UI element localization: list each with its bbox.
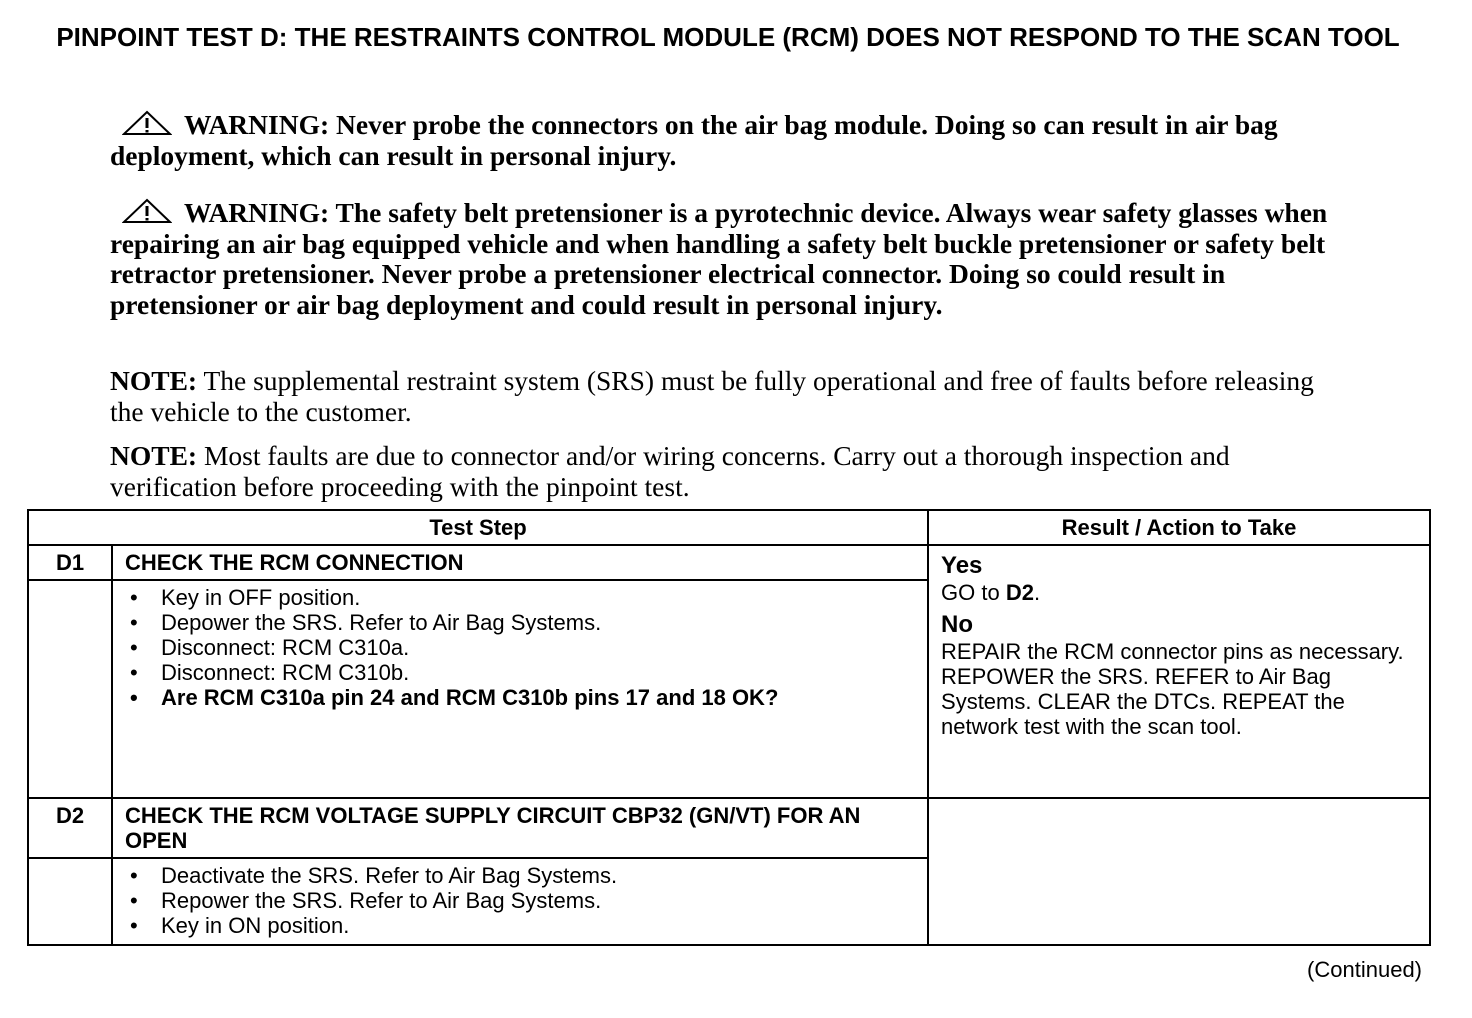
list-item: • Depower the SRS. Refer to Air Bag Systems.	[125, 610, 917, 635]
warning-label: WARNING:	[184, 109, 330, 140]
result-yes	[941, 580, 1419, 605]
continued-label: (Continued)	[1307, 957, 1422, 982]
page-title: PINPOINT TEST D: THE RESTRAINTS CONTROL MODULE (RCM) DOES NOT RESPOND TO THE SCAN TOOL	[56, 22, 1400, 52]
warning-1	[110, 110, 1340, 171]
list-item: • Repower the SRS. Refer to Air Bag Systems.	[125, 888, 917, 913]
warning-text: Never probe the connectors on the air bag module. Doing so can result in air bag deployment, which can result in personal injury.	[110, 109, 1278, 171]
note-1	[110, 366, 1340, 427]
step-id: D1	[28, 545, 112, 580]
warning-triangle-icon	[122, 198, 172, 224]
result-no-label: No	[941, 611, 974, 638]
result-no-text: REPAIR the RCM connector pins as necessary. REPOWER the SRS. REFER to Air Bag Systems. CLEAR the DTCs. REPEAT the network test with the scan tool.	[941, 639, 1404, 739]
note-label: NOTE:	[110, 365, 198, 396]
warning-2	[110, 198, 1340, 320]
table-header-row	[28, 510, 1430, 545]
warning-label: WARNING:	[184, 197, 330, 228]
step-id-blank	[28, 580, 112, 798]
note-text: Most faults are due to connector and/or wiring concerns. Carry out a thorough inspection and verification before proceeding with the pinpoint test.	[110, 440, 1230, 502]
table-row	[28, 545, 1430, 580]
step-result	[928, 798, 1430, 945]
result-header: Result / Action to Take	[928, 510, 1430, 545]
list-item: • Key in OFF position.	[125, 585, 917, 610]
step-actions	[112, 858, 928, 945]
result-yes-label: Yes	[941, 552, 983, 579]
test-step-header: Test Step	[28, 510, 928, 545]
step-id: D2	[28, 798, 112, 858]
list-item: • Deactivate the SRS. Refer to Air Bag Systems.	[125, 863, 917, 888]
list-item: • Key in ON position.	[125, 913, 917, 938]
warning-text: The safety belt pretensioner is a pyrotechnic device. Always wear safety glasses when repairing an air bag equipped vehicle and when handling a safety belt buckle pretensioner or safety belt retractor pretensioner. Never probe a pretensioner electrical connector. Doing so could result in pretensioner or air bag deployment and could result in personal injury.	[110, 197, 1328, 320]
step-action-list	[125, 585, 917, 710]
note-label: NOTE:	[110, 440, 198, 471]
table-row	[28, 798, 1430, 858]
result-yes-end: .	[1033, 580, 1041, 605]
note-2	[110, 441, 1340, 502]
step-result	[928, 545, 1430, 798]
list-item: • Disconnect: RCM C310b.	[125, 660, 917, 685]
list-item: • Are RCM C310a pin 24 and RCM C310b pins 17 and 18 OK?	[125, 685, 917, 710]
warning-triangle-icon	[122, 110, 172, 136]
result-yes-target: D2	[1005, 580, 1034, 605]
list-item: • Disconnect: RCM C310a.	[125, 635, 917, 660]
step-heading: CHECK THE RCM CONNECTION	[112, 545, 928, 580]
step-id-blank	[28, 858, 112, 945]
step-actions	[112, 580, 928, 798]
note-text: The supplemental restraint system (SRS) must be fully operational and free of faults before releasing the vehicle to the customer.	[110, 365, 1314, 427]
result-yes-text: GO to	[941, 580, 1006, 605]
step-heading: CHECK THE RCM VOLTAGE SUPPLY CIRCUIT CBP32 (GN/VT) FOR AN OPEN	[112, 798, 928, 858]
pinpoint-test-table	[27, 509, 1431, 946]
step-action-list	[125, 863, 917, 938]
